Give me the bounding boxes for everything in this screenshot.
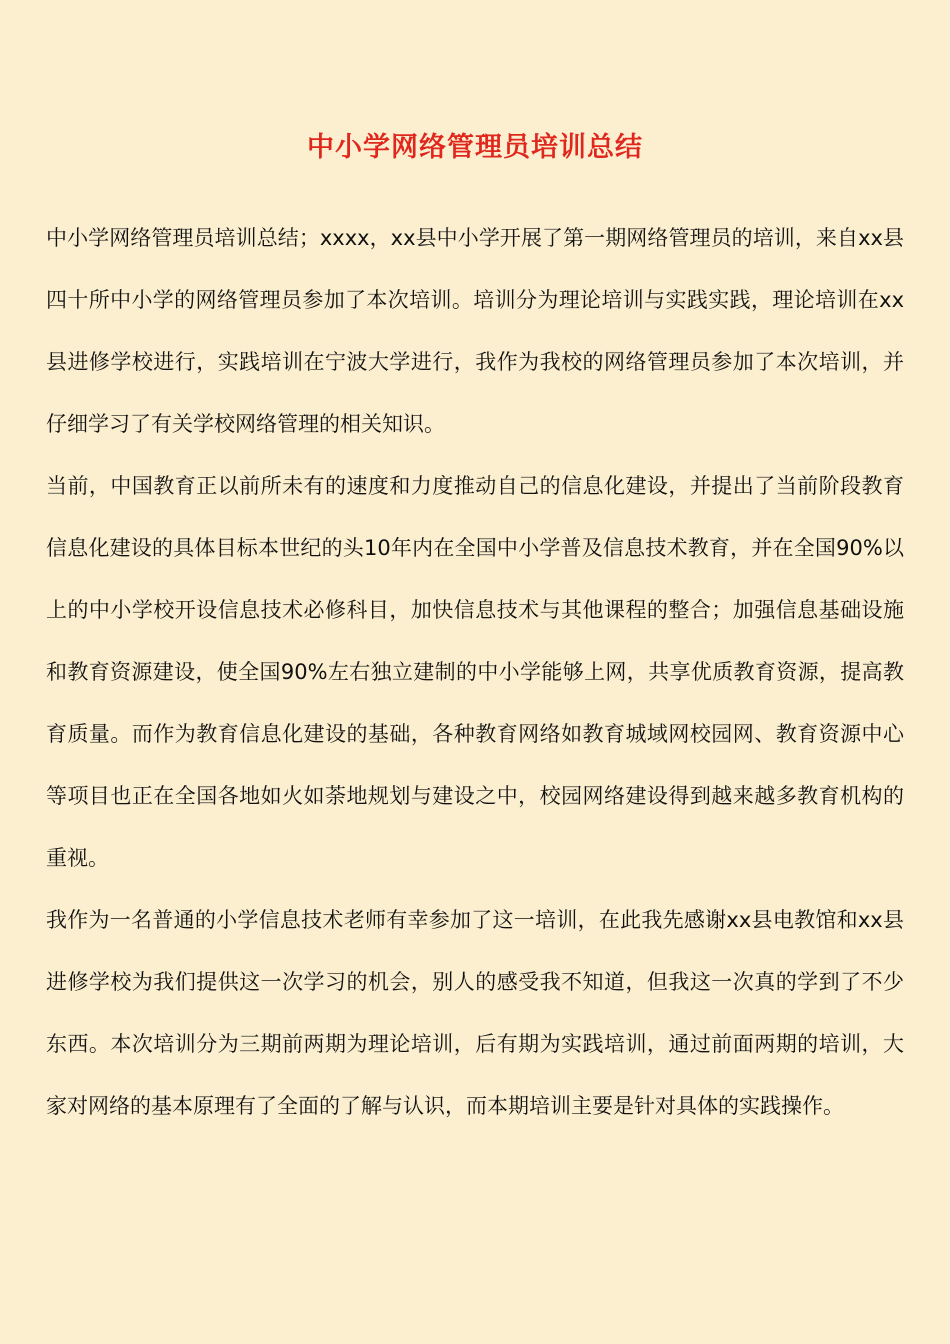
document-title: 中小学网络管理员培训总结	[307, 132, 643, 163]
document-body	[46, 207, 904, 1137]
paragraph-background: 当前，中国教育正以前所未有的速度和力度推动自己的信息化建设，并提出了当前阶段教育信息化建设的具体目标本世纪的头10年内在全国中小学普及信息技术教育，并在全国90%以上的中小学校开设信息技术必修科目，加快信息技术与其他课程的整合；加强信息基础设施和教育资源建设，使全国90%左右独立建制的中小学能够上网，共享优质教育资源，提高教育质量。而作为教育信息化建设的基础，各种教育网络如教育城域网校园网、教育资源中心等项目也正在全国各地如火如荼地规划与建设之中，校园网络建设得到越来越多教育机构的重视。	[46, 474, 904, 870]
paragraph-intro: 中小学网络管理员培训总结；xxxx，xx县中小学开展了第一期网络管理员的培训，来自xx县四十所中小学的网络管理员参加了本次培训。培训分为理论培训与实践实践，理论培训在xx县进修学校进行，实践培训在宁波大学进行，我作为我校的网络管理员参加了本次培训，并仔细学习了有关学校网络管理的相关知识。	[46, 226, 904, 436]
paragraph-reflection: 我作为一名普通的小学信息技术老师有幸参加了这一培训，在此我先感谢xx县电教馆和xx县进修学校为我们提供这一次学习的机会，别人的感受我不知道，但我这一次真的学到了不少东西。本次培训分为三期前两期为理论培训，后有期为实践培训，通过前面两期的培训，大家对网络的基本原理有了全面的了解与认识，而本期培训主要是针对具体的实践操作。	[46, 908, 904, 1118]
